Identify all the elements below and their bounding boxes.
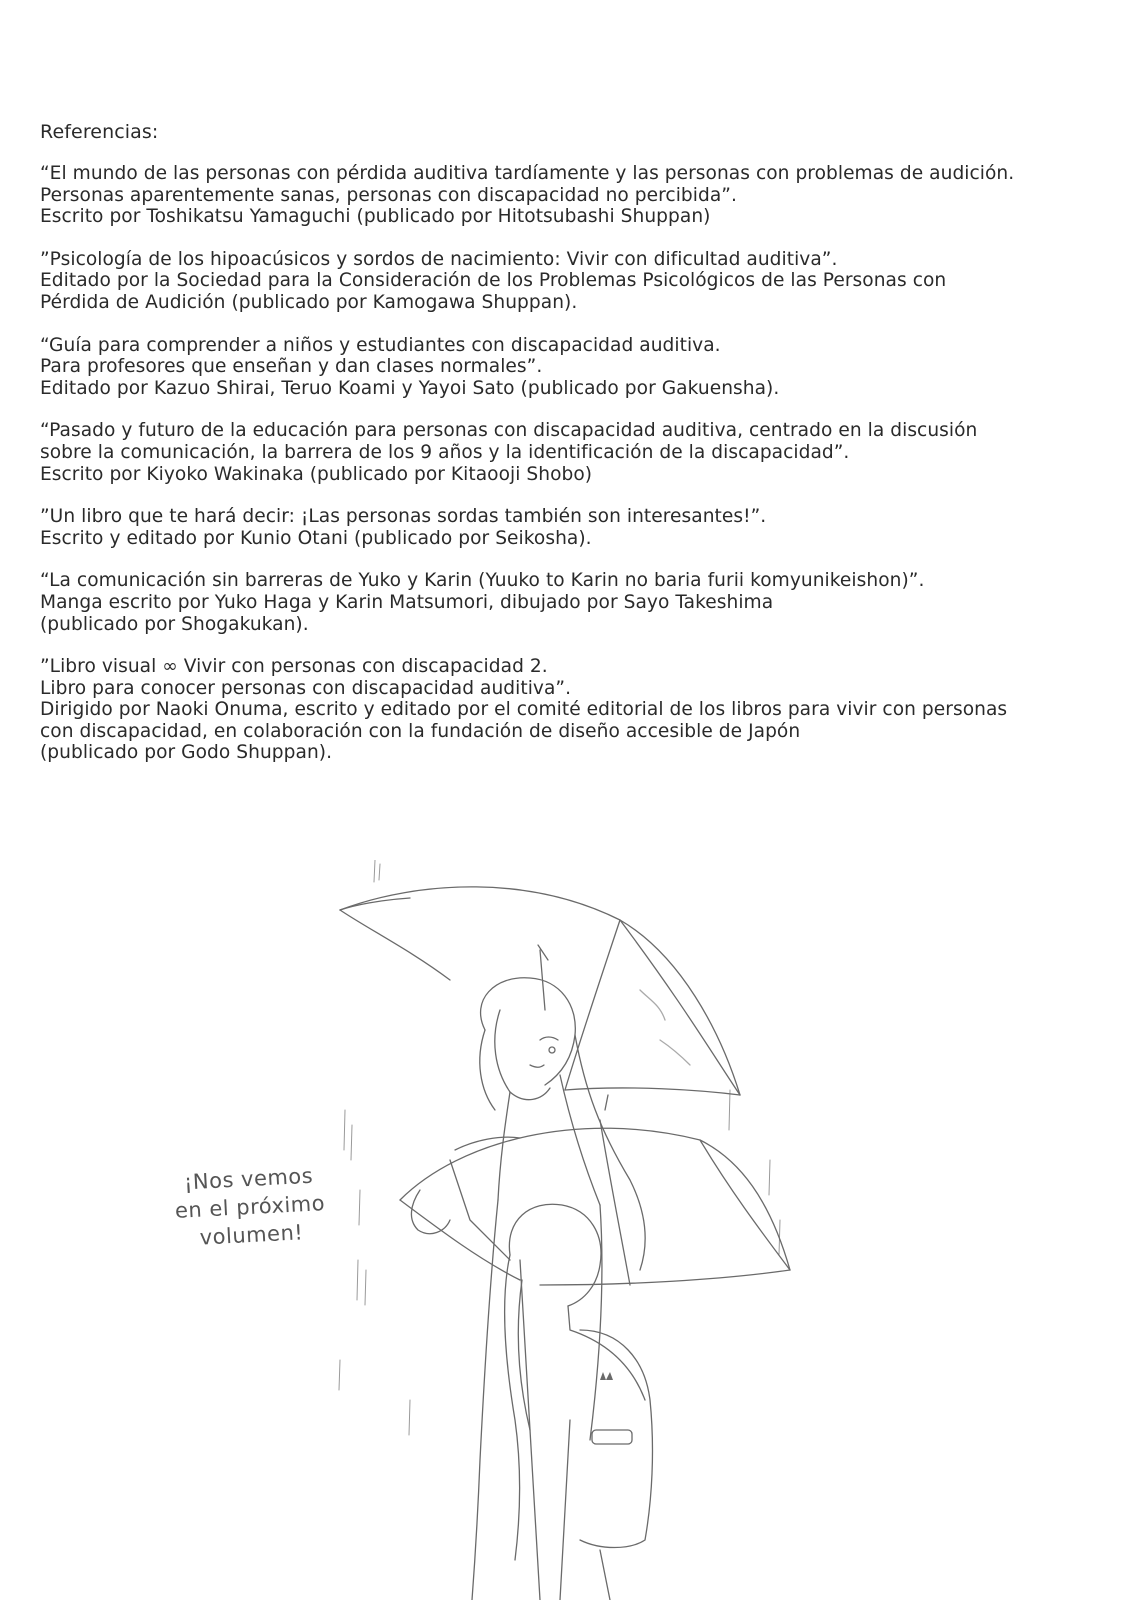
- reference-line: “Guía para comprender a niños y estudiantes con discapacidad auditiva.: [40, 334, 721, 356]
- reference-line: Escrito por Toshikatsu Yamaguchi (publicado por Hitotsubashi Shuppan): [40, 206, 711, 228]
- farewell-line: volumen!: [199, 1220, 304, 1250]
- reference-line: ”Un libro que te hará decir: ¡Las personas sordas también son interesantes!”.: [40, 506, 767, 528]
- reference-entry: [40, 420, 1100, 485]
- references-section: [40, 121, 1100, 785]
- reference-line: Personas aparentemente sanas, personas con discapacidad no percibida”.: [40, 184, 737, 206]
- reference-line: sobre la comunicación, la barrera de los 9 años y la identificación de la discapacidad”.: [40, 441, 850, 463]
- reference-entry: [40, 249, 1100, 314]
- reference-line: Escrito por Kiyoko Wakinaka (publicado por Kitaooji Shobo): [40, 463, 593, 485]
- umbrella-sketch-illustration: [300, 860, 820, 1600]
- small-umbrella: [400, 1095, 790, 1285]
- reference-line: Editado por Kazuo Shirai, Teruo Koami y Yayoi Sato (publicado por Gakuensha).: [40, 377, 780, 399]
- reference-line: (publicado por Godo Shuppan).: [40, 742, 333, 764]
- woman-figure: [411, 978, 645, 1600]
- reference-line: Pérdida de Audición (publicado por Kamogawa Shuppan).: [40, 291, 578, 313]
- girl-figure: [505, 1204, 653, 1600]
- farewell-line: ¡Nos vemos: [183, 1163, 314, 1195]
- reference-line: “Pasado y futuro de la educación para personas con discapacidad auditiva, centrado en la discusión: [40, 420, 978, 442]
- reference-entry: [40, 163, 1100, 228]
- reference-line: “La comunicación sin barreras de Yuko y Karin (Yuuko to Karin no baria furii komyunikeishon)”.: [40, 570, 925, 592]
- reference-line: con discapacidad, en colaboración con la fundación de diseño accesible de Japón: [40, 720, 801, 742]
- large-umbrella: [340, 887, 740, 1095]
- reference-line: Manga escrito por Yuko Haga y Karin Matsumori, dibujado por Sayo Takeshima: [40, 591, 774, 613]
- reference-line: Dirigido por Naoki Onuma, escrito y editado por el comité editorial de los libros para vivir con personas: [40, 699, 1008, 721]
- reference-entry: [40, 570, 1100, 635]
- reference-entry: [40, 656, 1100, 764]
- reference-line: “El mundo de las personas con pérdida auditiva tardíamente y las personas con problemas de audición.: [40, 163, 1015, 184]
- reference-entry: [40, 335, 1100, 400]
- reference-entry: [40, 506, 1100, 549]
- farewell-line: en el próximo: [174, 1191, 326, 1223]
- reference-line: Para profesores que enseñan y dan clases normales”.: [40, 356, 543, 378]
- reference-line: Editado por la Sociedad para la Consideración de los Problemas Psicológicos de las Personas con: [40, 270, 947, 292]
- reference-line: Libro para conocer personas con discapacidad auditiva”.: [40, 677, 572, 699]
- references-heading: Referencias:: [40, 121, 159, 143]
- reference-line: ”Psicología de los hipoacúsicos y sordos de nacimiento: Vivir con dificultad auditiva”.: [40, 248, 838, 270]
- reference-line: Escrito y editado por Kunio Otani (publicado por Seikosha).: [40, 527, 592, 549]
- reference-line: ”Libro visual ∞ Vivir con personas con discapacidad 2.: [40, 656, 548, 678]
- reference-line: (publicado por Shogakukan).: [40, 613, 309, 635]
